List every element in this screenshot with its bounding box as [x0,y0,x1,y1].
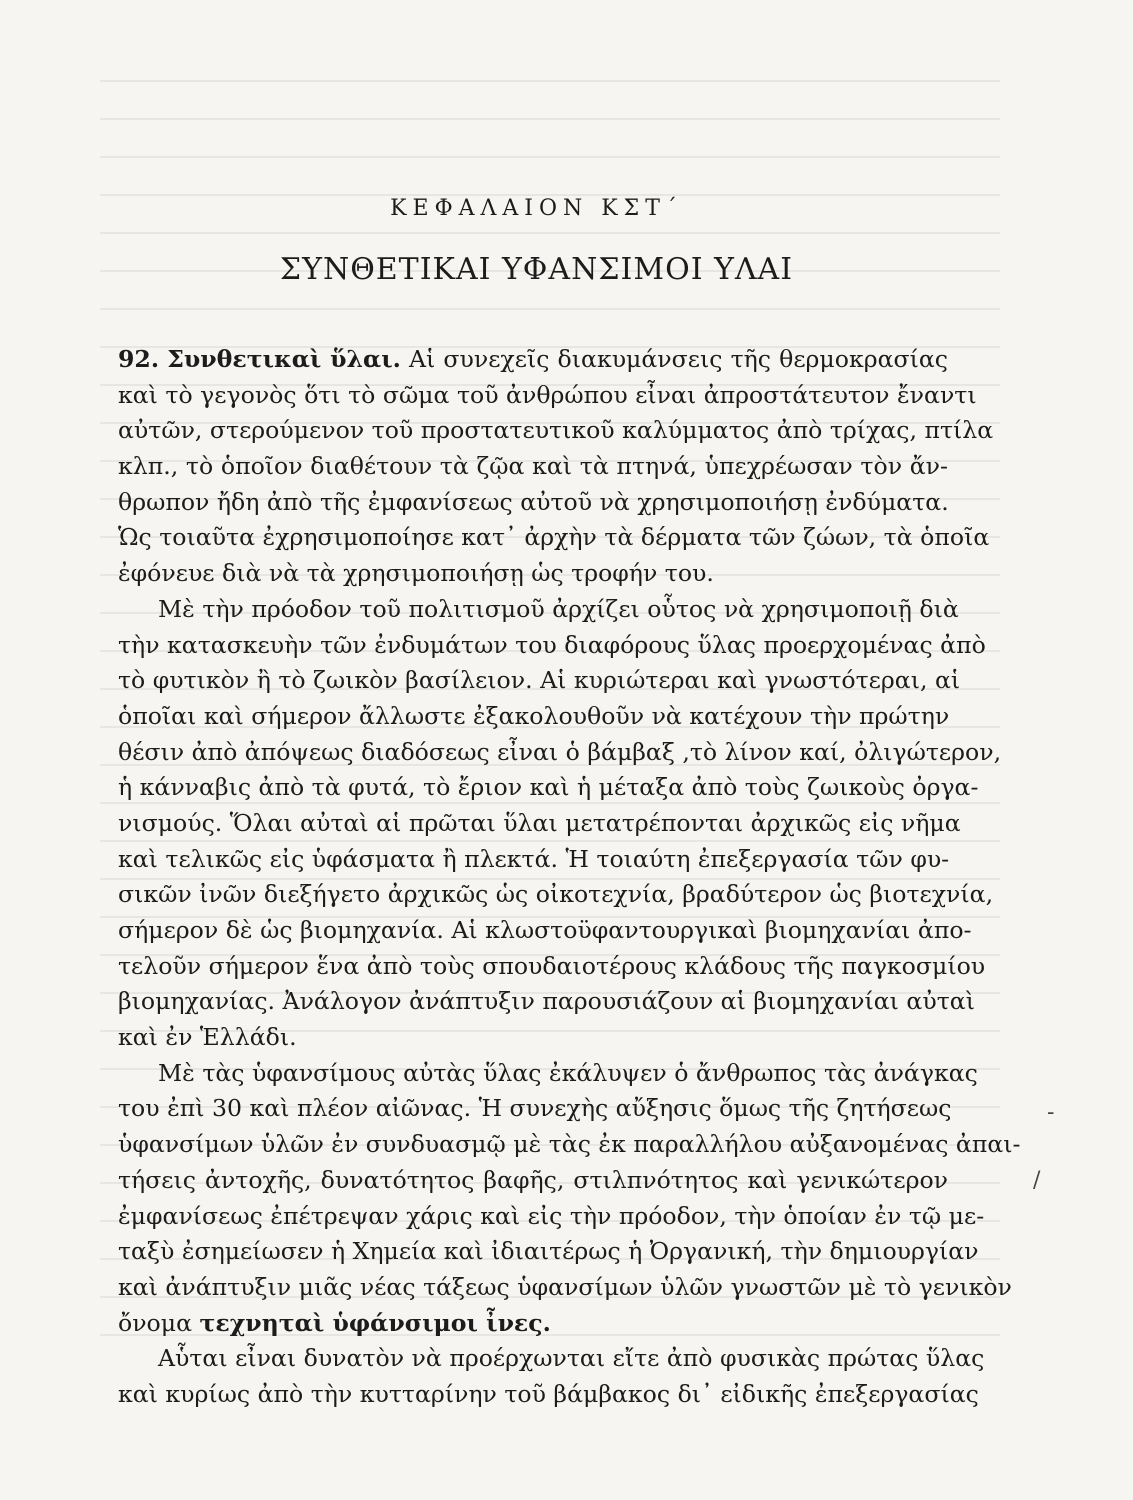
text-line [118,1306,948,1342]
text-line: καὶ ἀνάπτυξιν μιᾶς νέας τάξεως ὑφανσίμων ὑλῶν γνωστῶν μὲ τὸ γενικὸν [118,1272,1012,1301]
text-line: ὁποῖαι καὶ σήμερον ἄλλωστε ἐξακολουθοῦν νὰ κατέχουν τὴν πρώτην [118,701,950,730]
text-line: Μὲ τὰς ὑφανσίμους αὐτὰς ὕλας ἐκάλυψεν ὁ ἄνθρωπος τὰς ἀνάγκας [158,1058,978,1087]
text-line: θρωπον ἤδη ἀπὸ τῆς ἐμφανίσεως αὐτοῦ νὰ χρησιμοποιήσῃ ἐνδύματα. [118,487,949,516]
text-line: αὐτῶν, στερούμενον τοῦ προστατευτικοῦ καλύμματος ἀπὸ τρίχας, πτίλα [118,416,994,445]
text-line: τὴν κατασκευὴν τῶν ἐνδυμάτων του διαφόρους ὕλας προερχομένας ἀπὸ [118,630,986,659]
section-number: 92. [118,345,160,373]
text-line: ταξὺ ἐσημείωσεν ἡ Χημεία καὶ ἰδιαιτέρως ἡ Ὀργανική, τὴν δημιουργίαν [118,1237,979,1266]
text-line: καὶ κυρίως ἀπὸ τὴν κυτταρίνην τοῦ βάμβακος δι᾽ εἰδικῆς ἐπεξεργασίας [118,1379,979,1408]
text-line: Μὲ τὴν πρόοδον τοῦ πολιτισμοῦ ἀρχίζει οὗτος νὰ χρησιμοποιῇ διὰ [158,594,959,623]
text-line: ὑφανσίμων ὑλῶν ἐν συνδυασμῷ μὲ τὰς ἐκ παραλλήλου αὐξανομένας ἀπαι- [118,1130,1021,1159]
text-line: βιομηχανίας. Ἀνάλογον ἀνάπτυξιν παρουσιάζουν αἱ βιομηχανίαι αὐταὶ [118,987,975,1016]
text-line: θέσιν ἀπὸ ἀπόψεως διαδόσεως εἶναι ὁ βάμβαξ ,τὸ λίνον καί, ὀλιγώτερον, [118,737,1002,766]
text-line: καὶ τελικῶς εἰς ὑφάσματα ἢ πλεκτά. Ἡ τοιαύτη ἐπεξεργασία τῶν φυ- [118,844,950,873]
text-line: κλπ., τὸ ὁποῖον διαθέτουν τὰ ζῷα καὶ τὰ πτηνά, ὑπεχρέωσαν τὸν ἄν- [118,452,948,481]
text-line: Ὡς τοιαῦτα ἐχρησιμοποίησε κατ᾽ ἀρχὴν τὰ δέρματα τῶν ζώων, τὰ ὁποῖα [118,523,990,552]
line-text: ὄνομα [118,1308,193,1337]
chapter-heading: ΚΕΦΑΛΑΙΟΝ ΚΣΤ΄ [390,196,683,221]
text-line: τὸ φυτικὸν ἢ τὸ ζωικὸν βασίλειον. Αἱ κυριώτεραι καὶ γνωστότεραι, αἱ [118,666,961,695]
text-line: τελοῦν σήμερον ἕνα ἀπὸ τοὺς σπουδαιοτέρους κλάδους τῆς παγκοσμίου [118,951,986,980]
text-line: ἐφόνευε διὰ νὰ τὰ χρησιμοποιήσῃ ὡς τροφήν του. [118,559,714,588]
bold-term: τεχνηταὶ ὑφάνσιμοι ἶνες. [199,1308,551,1337]
section-heading: Συνθετικαὶ ὕλαι. [167,345,401,373]
line-text: Αἱ συνεχεῖς διακυμάνσεις τῆς θερμοκρασίας [408,345,949,373]
text-line: του ἐπὶ 30 καὶ πλέον αἰῶνας. Ἡ συνεχὴς αὔξησις ὅμως τῆς ζητήσεως [118,1094,952,1123]
chapter-title: ΣΥΝΘΕΤΙΚΑΙ ΥΦΑΝΣΙΜΟΙ ΥΛΑΙ [279,252,794,287]
text-line: καὶ ἐν Ἑλλάδι. [118,1023,297,1052]
text-line: τήσεις ἀντοχῆς, δυνατότητος βαφῆς, στιλπνότητος καὶ γενικώτερον [118,1165,948,1194]
text-line [118,342,948,378]
text-line: ἐμφανίσεως ἐπέτρεψαν χάρις καὶ εἰς τὴν πρόοδον, τὴν ὁποίαν ἐν τῷ με- [118,1201,985,1230]
body-text [118,342,1021,1413]
text-line: ἡ κάνναβις ἀπὸ τὰ φυτά, τὸ ἔριον καὶ ἡ μέταξα ἀπὸ τοὺς ζωικοὺς ὀργα- [118,773,979,802]
text-line: σήμερον δὲ ὡς βιομηχανία. Αἱ κλωστοϋφαντουργικαὶ βιομηχανίαι ἀπο- [118,916,972,944]
text-line: Αὗται εἶναι δυνατὸν νὰ προέρχωνται εἴτε ἀπὸ φυσικὰς πρώτας ὕλας [158,1344,985,1373]
text-line: σικῶν ἰνῶν διεξήγετο ἀρχικῶς ὡς οἰκοτεχνία, βραδύτερον ὡς βιοτεχνία, [118,880,994,909]
text-line: νισμούς. Ὅλαι αὐταὶ αἱ πρῶται ὕλαι μετατρέπονται ἀρχικῶς εἰς νῆμα [118,808,961,837]
margin-mark: / [1033,1168,1041,1193]
margin-mark: ‐ [1047,1100,1055,1125]
text-line: καὶ τὸ γεγονὸς ὅτι τὸ σῶμα τοῦ ἀνθρώπου εἶναι ἀπροστάτευτον ἔναντι [118,380,977,409]
